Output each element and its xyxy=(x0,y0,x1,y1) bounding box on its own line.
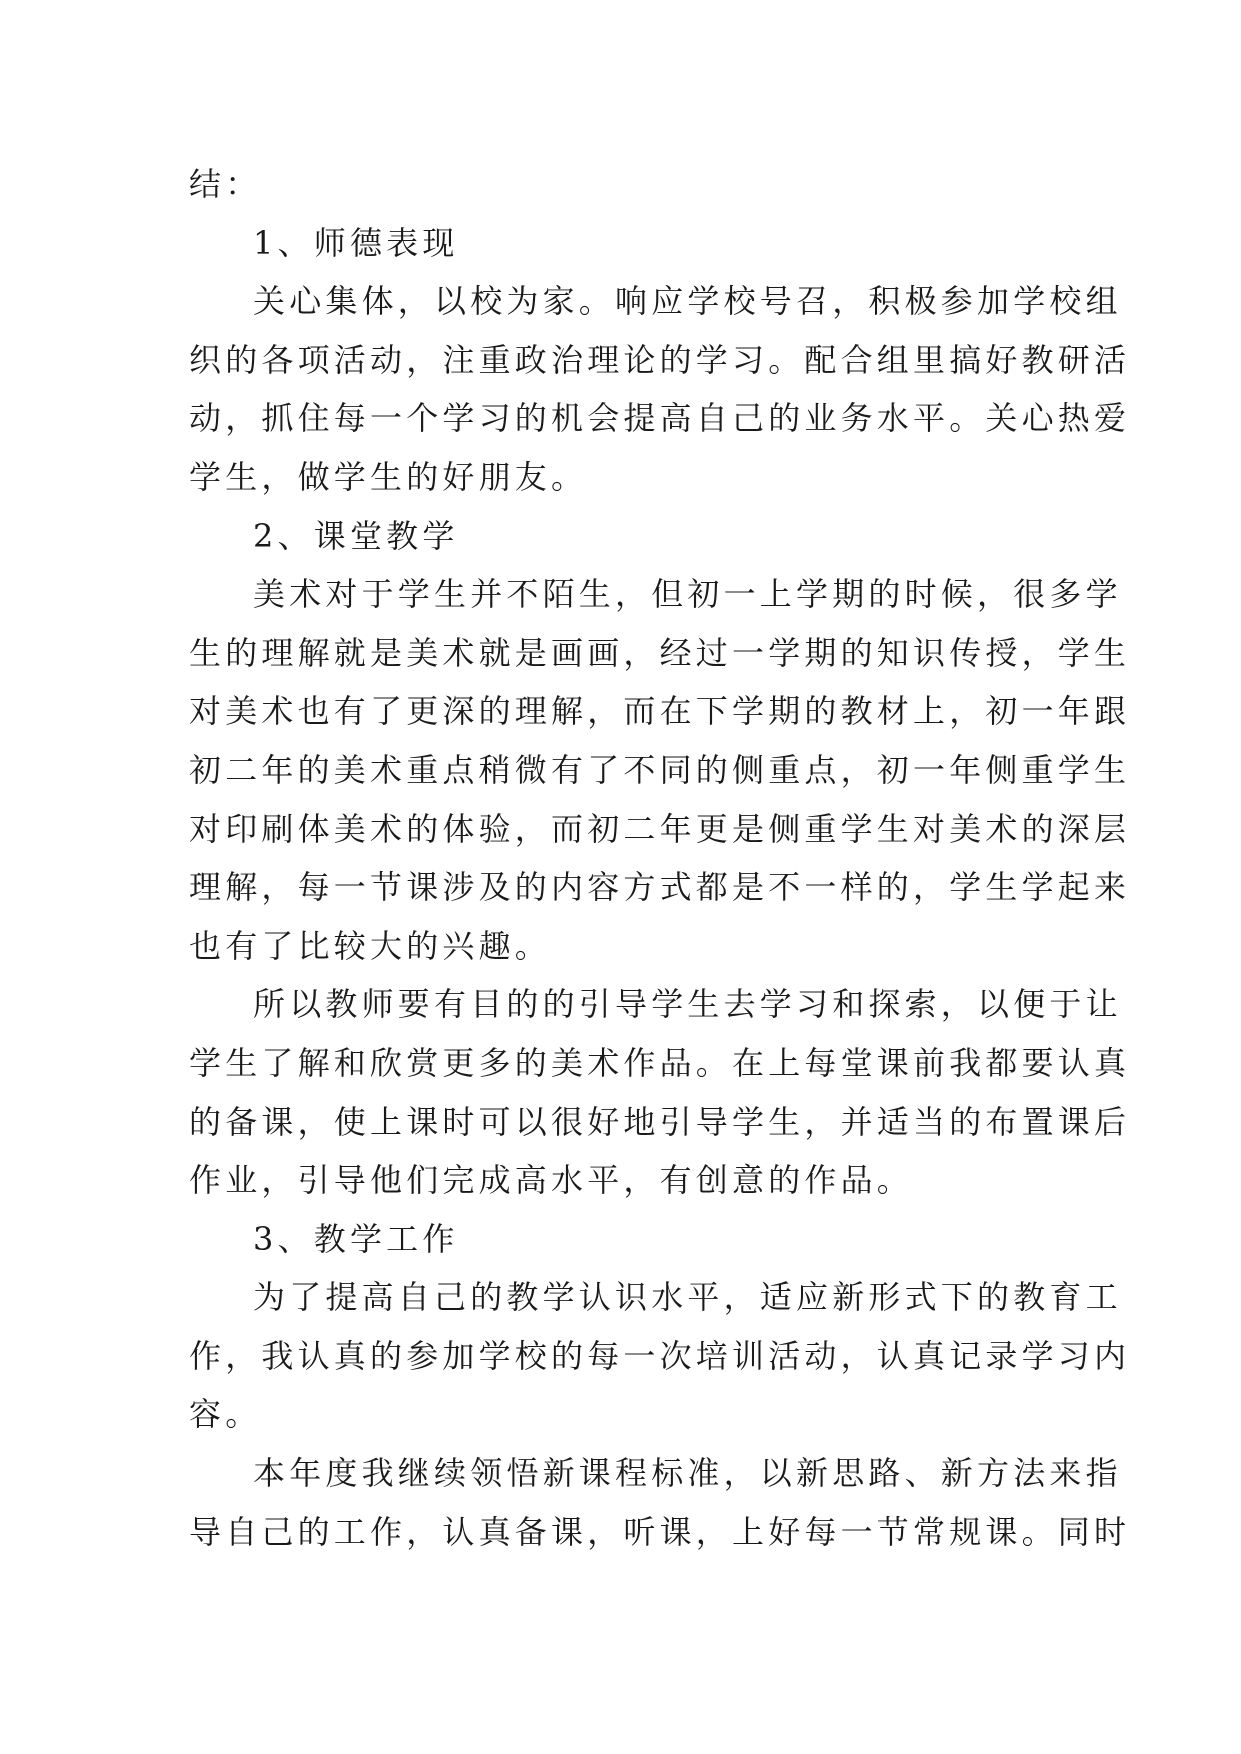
text-line: 1、师德表现 xyxy=(253,223,459,262)
text-line: 结： xyxy=(189,165,262,203)
text-line: 对美术也有了更深的理解，而在下学期的教材上，初一年跟 xyxy=(189,692,1131,731)
text-line: 学生，做学生的好朋友。 xyxy=(189,457,588,496)
text-line: 初二年的美术重点稍微有了不同的侧重点，初一年侧重学生 xyxy=(189,750,1131,789)
text-line: 对印刷体美术的体验，而初二年更是侧重学生对美术的深层 xyxy=(189,809,1131,848)
text-line: 的备课，使上课时可以很好地引导学生，并适当的布置课后 xyxy=(189,1102,1131,1141)
text-line: 3、教学工作 xyxy=(253,1219,459,1258)
text-line: 动，抓住每一个学习的机会提高自己的业务水平。关心热爱 xyxy=(189,399,1131,438)
text-line: 2、课堂教学 xyxy=(253,516,459,555)
text-line: 所以教师要有目的的引导学生去学习和探索，以便于让 xyxy=(253,985,1122,1024)
text-line: 作业，引导他们完成高水平，有创意的作品。 xyxy=(189,1161,914,1200)
text-line: 学生了解和欣赏更多的美术作品。在上每堂课前我都要认真 xyxy=(189,1043,1131,1082)
text-line: 生的理解就是美术就是画画，经过一学期的知识传授，学生 xyxy=(189,633,1131,672)
text-line: 美术对于学生并不陌生，但初一上学期的时候，很多学 xyxy=(253,575,1122,614)
text-line: 导自己的工作，认真备课，听课，上好每一节常规课。同时 xyxy=(189,1512,1131,1551)
text-line: 作，我认真的参加学校的每一次培训活动，认真记录学习内 xyxy=(189,1336,1131,1375)
text-line: 关心集体，以校为家。响应学校号召，积极参加学校组 xyxy=(253,282,1122,321)
text-line: 本年度我继续领悟新课程标准，以新思路、新方法来指 xyxy=(253,1454,1122,1493)
text-line: 容。 xyxy=(189,1395,262,1434)
text-line: 织的各项活动，注重政治理论的学习。配合组里搞好教研活 xyxy=(189,340,1131,379)
text-line: 理解，每一节课涉及的内容方式都是不一样的，学生学起来 xyxy=(189,868,1131,907)
document-body xyxy=(189,155,1131,1561)
text-line: 也有了比较大的兴趣。 xyxy=(189,926,552,965)
text-line: 为了提高自己的教学认识水平，适应新形式下的教育工 xyxy=(253,1278,1122,1317)
